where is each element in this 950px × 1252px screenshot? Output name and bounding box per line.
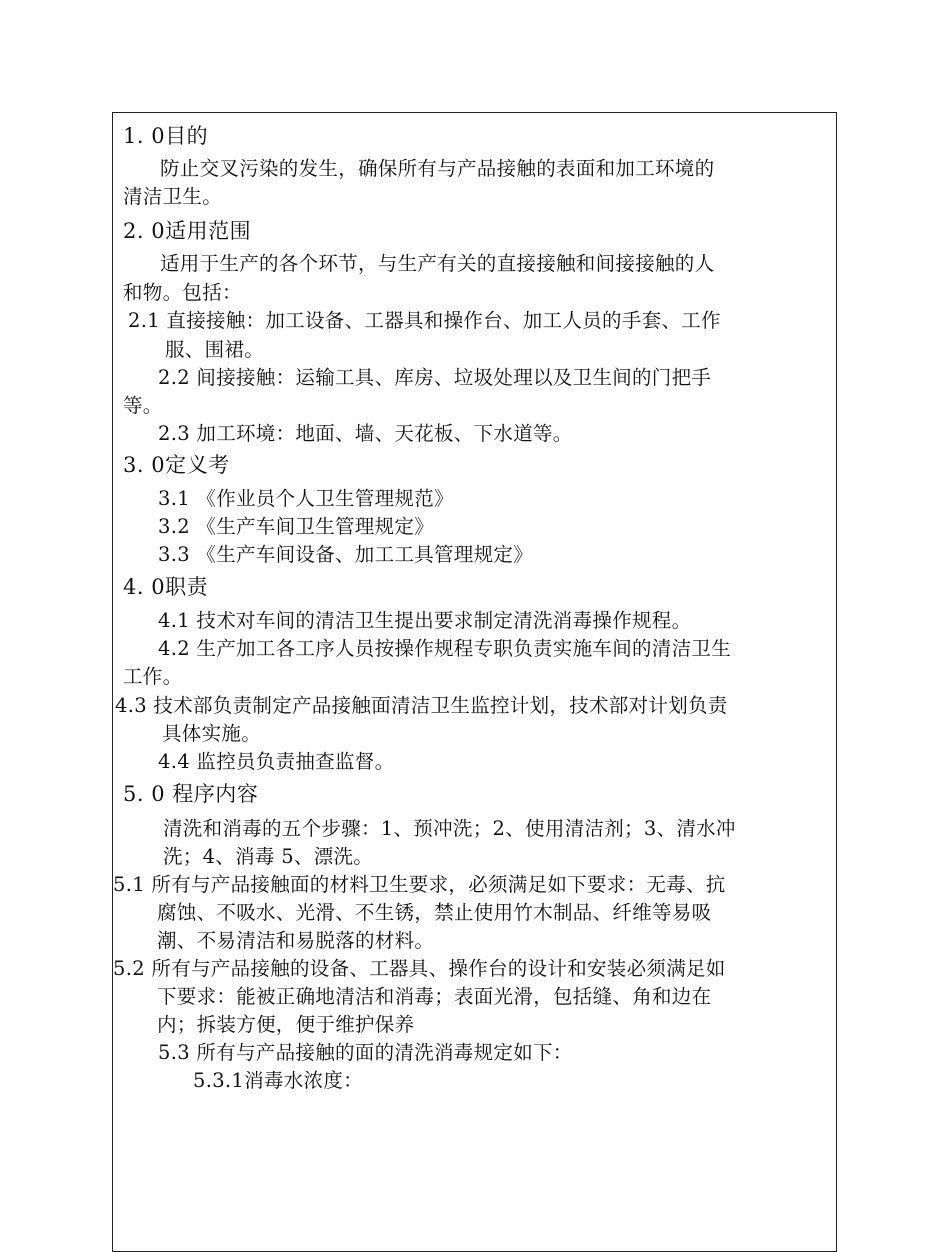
item-3-2: 3.2 《生产车间卫生管理规定》 xyxy=(158,515,435,538)
item-5-2-line-3: 内；拆装方便，便于维护保养 xyxy=(157,1013,415,1036)
section-1-text-line-1: 防止交叉污染的发生，确保所有与产品接触的表面和加工环境的 xyxy=(160,157,715,180)
item-2-3: 2.3 加工环境：地面、墙、天花板、下水道等。 xyxy=(158,422,573,445)
section-1-heading: 1. 0目的 xyxy=(123,124,209,148)
item-2-2-line-1: 2.2 间接接触：运输工具、库房、垃圾处理以及卫生间的门把手 xyxy=(158,366,712,389)
item-5-1-line-1: 5.1 所有与产品接触面的材料卫生要求，必须满足如下要求：无毒、抗 xyxy=(113,873,726,896)
item-4-2-line-2: 工作。 xyxy=(123,665,183,688)
item-5-2-line-2: 下要求：能被正确地清洁和消毒；表面光滑，包括缝、角和边在 xyxy=(157,985,712,1008)
section-5-heading: 5. 0 程序内容 xyxy=(123,782,259,806)
section-1-text-line-2: 清洁卫生。 xyxy=(123,185,223,208)
item-4-3-line-1: 4.3 技术部负责制定产品接触面清洁卫生监控计划，技术部对计划负责 xyxy=(115,694,728,717)
item-4-3-line-2: 具体实施。 xyxy=(162,722,262,745)
item-4-4: 4.4 监控员负责抽查监督。 xyxy=(158,750,395,773)
item-3-1: 3.1 《作业员个人卫生管理规范》 xyxy=(158,487,454,510)
section-2-text-line-1: 适用于生产的各个环节，与生产有关的直接接触和间接接触的人 xyxy=(160,252,715,275)
item-3-3: 3.3 《生产车间设备、加工工具管理规定》 xyxy=(158,543,534,566)
item-5-1-line-2: 腐蚀、不吸水、光滑、不生锈，禁止使用竹木制品、纤维等易吸 xyxy=(157,901,712,924)
section-5-intro-line-2: 洗；4、消毒 5、漂洗。 xyxy=(163,845,374,868)
section-4-heading: 4. 0职责 xyxy=(123,575,209,599)
item-4-2-line-1: 4.2 生产加工各工序人员按操作规程专职负责实施车间的清洁卫生 xyxy=(158,637,732,660)
item-4-1: 4.1 技术对车间的清洁卫生提出要求制定清洗消毒操作规程。 xyxy=(158,609,692,632)
section-2-heading: 2. 0适用范围 xyxy=(123,219,252,243)
section-2-text-line-2: 和物。包括： xyxy=(123,281,242,304)
item-2-1-line-1: 2.1 直接接触：加工设备、工器具和操作台、加工人员的手套、工作 xyxy=(128,309,721,332)
section-3-heading: 3. 0定义考 xyxy=(123,453,230,477)
item-5-3: 5.3 所有与产品接触的面的清洗消毒规定如下： xyxy=(158,1041,573,1064)
item-5-3-1: 5.3.1消毒水浓度： xyxy=(193,1069,363,1092)
item-2-2-line-2: 等。 xyxy=(123,394,163,417)
item-5-2-line-1: 5.2 所有与产品接触的设备、工器具、操作台的设计和安装必须满足如 xyxy=(113,957,726,980)
item-5-1-line-3: 潮、不易清洁和易脱落的材料。 xyxy=(157,929,435,952)
section-5-intro-line-1: 清洗和消毒的五个步骤：1、预冲洗；2、使用清洁剂；3、清水冲 xyxy=(163,817,736,840)
item-2-1-line-2: 服、围裙。 xyxy=(165,338,265,361)
